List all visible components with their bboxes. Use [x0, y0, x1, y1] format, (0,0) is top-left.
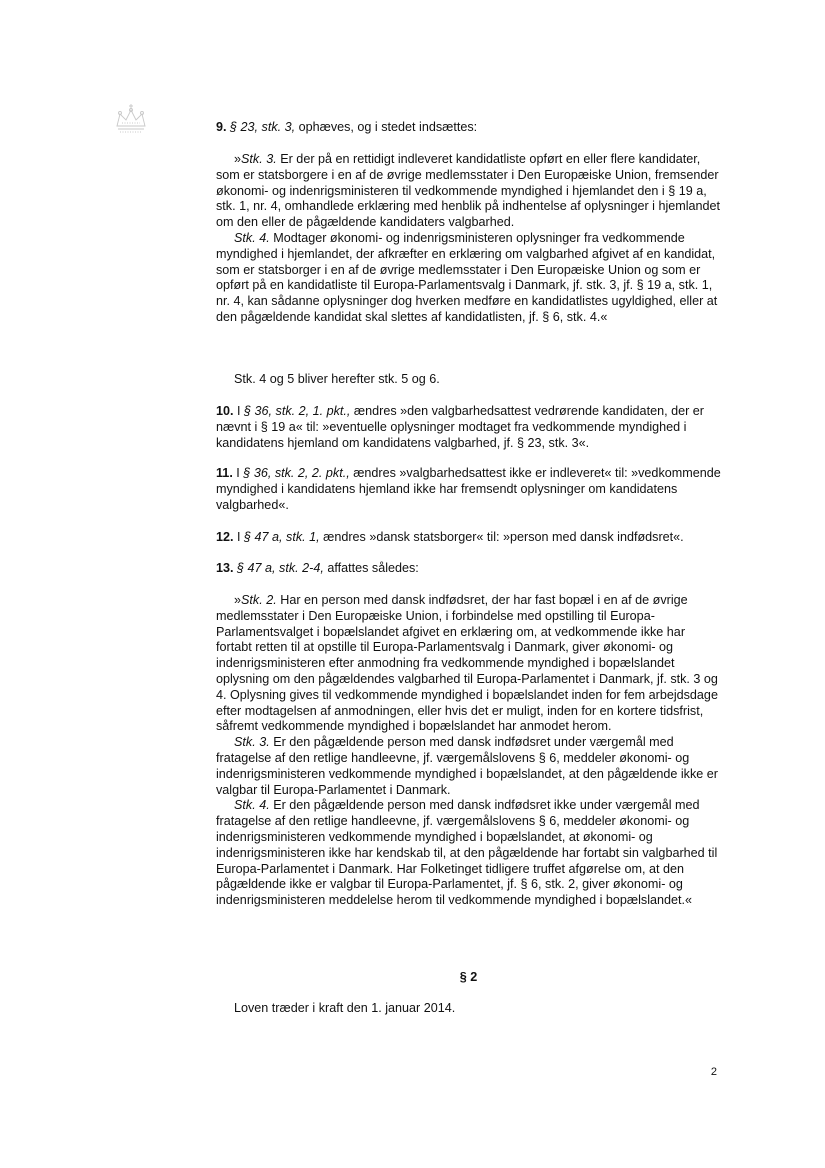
amendment-13 — [216, 561, 721, 577]
section-reference: § 23, stk. 3, — [230, 120, 296, 134]
section-reference: § 36, stk. 2, 2. pkt., — [243, 466, 350, 480]
item-number: 10. — [216, 404, 234, 418]
stk-label: Stk. 2. — [241, 593, 277, 607]
section-reference: § 47 a, stk. 2-4, — [237, 561, 324, 575]
item-text: ophæves, og i stedet indsættes: — [295, 120, 478, 134]
page-number: 2 — [710, 1066, 717, 1078]
stk-label: Stk. 4. — [234, 798, 270, 813]
item-number: 13. — [216, 561, 234, 575]
item-text: ændres »valgbarhedsattest ikke er indleveret« til: »vedkommende myndighed i kandidatens hjemland ikke har fremsendt oplysninger om kandidatens valgbarhed«. — [216, 466, 721, 512]
item-number: 12. — [216, 530, 234, 544]
amendment-11: 11. I § 36, stk. 2, 2. pkt., ændres »valgbarhedsattest ikke er indleveret« til: »vedkommende myndighed i kandidatens hjemland ikke har fremsendt oplysninger om kandidatens valgbarhed«. — [216, 466, 721, 512]
amendment-10: 10. I § 36, stk. 2, 1. pkt., ændres »den valgbarhedsattest vedrørende kandidaten, der er nævnt i § 19 a« til: »eventuelle oplysninger modtaget fra vedkommende myndighed i kandidatens hjemland om kandidatens valgbarhed, jf. § 23, stk. 3«. — [216, 404, 704, 450]
commencement-text: Loven træder i kraft den 1. januar 2014. — [234, 1001, 456, 1015]
stk-label: Stk. 4. — [234, 230, 270, 245]
section-2-heading-block — [216, 970, 721, 986]
stk-label: Stk. 3. — [241, 152, 277, 166]
amendment-9 — [216, 120, 721, 136]
section-2-text-block — [216, 1001, 721, 1017]
item-text: affattes således: — [323, 561, 419, 575]
item-text: ændres »den valgbarhedsattest vedrørende kandidaten, der er nævnt i § 19 a« til: »eventuelle oplysninger modtaget fra vedkommende myndighed i kandidatens hjemland om kandidatens valgbarhed, jf. § 23, stk. 3«. — [216, 404, 704, 450]
crown-logo-icon — [112, 102, 150, 134]
item-number: 9. — [216, 120, 227, 134]
section-reference: § 47 a, stk. 1, — [244, 530, 320, 544]
section-heading: § 2 — [459, 970, 478, 984]
renumbering-note: Stk. 4 og 5 bliver herefter stk. 5 og 6. — [234, 372, 440, 386]
stk-text: Er den pågældende person med dansk indfødsret ikke under værgemål med fratagelse af den retlige handleevne, jf. værgemålslovens § 6, meddeler økonomi- og indenrigsministeren vedkommende myndighed i bopælslandet, at økonomi- og indenrigsministeren ikke har kendskab til, at den pågældende har fortabt sin valgbarhed til Europa-Parlamentet i Danmark. Har Folketinget tidligere truffet afgørelse om, at den pågældende ikke er valgbar til Europa-Parlamentet, jf. § 6, stk. 2, giver økonomi- og indenrigsministeren meddelelse herom til vedkommende myndighed i bopælslandet.« — [216, 798, 718, 908]
inserted-stk-3-4: »Stk. 3. Er der på en rettidigt indleveret kandidatliste opført en eller flere kandidater, som er statsborgere i en af de øvrige medlemsstater i Den Europæiske Union, fremsender økonomi- og indenrigsministeren til vedkommende myndighed i hjemlandet den i § 19 a, stk. 1, nr. 4, omhandlede erklæring med henblik på indhentelse af oplysninger i hjemlandet om den eller de pågældende kandidaters valgbarhed. Stk. 4. Modtager økonomi- og indenrigsministeren oplysninger fra vedkommende myndighed i hjemlandet, der afkræfter en erklæring om valgbarhed afgivet af en kandidat, som er statsborger i en af de øvrige medlemsstater i Den Europæiske Union og som er opført på en kandidatliste til Europa-Parlamentsvalg i Danmark, jf. stk. 3, jf. § 19 a, stk. 1, nr. 4, kan sådanne oplysninger dog hverken medføre en kandidatlistes ugyldighed, eller at den pågældende kandidat skal slettes af kandidatlisten, jf. § 6, stk. 4.« — [216, 152, 721, 324]
item-number: 11. — [216, 466, 233, 480]
inserted-stk-2-4: »Stk. 2. Har en person med dansk indfødsret, der har fast bopæl i en af de øvrige medlemsstater i Den Europæiske Union, i forbindelse med opstilling til Europa-Parlamentsvalget i bopælslandet afgivet en erklæring om, at vedkommende ikke har fortabt retten til at opstille til Europa-Parlamentsvalg i Danmark, giver økonomi- og indenrigsministeren efter anmodning fra vedkommende myndighed i bopælslandet oplysning om den pågældendes valgbarhed til Europa-Parlamentet i Danmark, jf. stk. 3 og 4. Oplysning gives til vedkommende myndighed i bopælslandet inden for fem arbejdsdage efter modtagelsen af anmodningen, eller hvis det er muligt, inden for en kortere tidsfrist, såfremt vedkommende myndighed i bopælslandet har anmodet herom. Stk. 3. Er den pågældende person med dansk indfødsret under værgemål med fratagelse af den retlige handleevne, jf. værgemålslovens § 6, meddeler økonomi- og indenrigsministeren vedkommende myndighed i bopælslandet, at den pågældende ikke er valgbar til Europa-Parlamentet i Danmark. Stk. 4. Er den pågældende person med dansk indfødsret ikke under værgemål med fratagelse af den retlige handleevne, jf. værgemålslovens § 6, meddeler økonomi- og indenrigsministeren vedkommende myndighed i bopælslandet, at økonomi- og indenrigsministeren ikke har kendskab til, at den pågældende har fortabt sin valgbarhed til Europa-Parlamentet i Danmark. Har Folketinget tidligere truffet afgørelse om, at den pågældende ikke er valgbar til Europa-Parlamentet, jf. § 6, stk. 2, giver økonomi- og indenrigsministeren meddelelse herom til vedkommende myndighed i bopælslandet.« — [216, 593, 718, 908]
stk-label: Stk. 3. — [234, 735, 270, 750]
section-reference: § 36, stk. 2, 1. pkt., — [244, 404, 351, 418]
item-text: ændres »dansk statsborger« til: »person med dansk indfødsret«. — [319, 530, 684, 544]
stk-text: Er der på en rettidigt indleveret kandidatliste opført en eller flere kandidater, som er statsborgere i en af de øvrige medlemsstater i Den Europæiske Union, fremsender økonomi- og indenrigsministeren til vedkommende myndighed i hjemlandet den i § 19 a, stk. 1, nr. 4, omhandlede erklæring med henblik på indhentelse af oplysninger i hjemlandet om den eller de pågældende kandidaters valgbarhed. — [216, 152, 721, 230]
stk-text: Har en person med dansk indfødsret, der har fast bopæl i en af de øvrige medlemsstater i Den Europæiske Union, i forbindelse med opstilling til Europa-Parlamentsvalget i bopælslandet afgivet en erklæring om, at vedkommende ikke har fortabt retten til at opstille til Europa-Parlamentsvalg i Danmark, giver økonomi- og indenrigsministeren efter anmodning fra vedkommende myndighed i bopælslandet oplysning om den pågældendes valgbarhed til Europa-Parlamentet i Danmark, jf. stk. 3 og 4. Oplysning gives til vedkommende myndighed i bopælslandet inden for fem arbejdsdage efter modtagelsen af anmodningen, eller hvis det er muligt, inden for en kortere tidsfrist, såfremt vedkommende myndighed i bopælslandet har anmodet herom. — [216, 593, 718, 734]
stk-text: Er den pågældende person med dansk indfødsret under værgemål med fratagelse af den retlige handleevne, jf. værgemålslovens § 6, meddeler økonomi- og indenrigsministeren vedkommende myndighed i bopælslandet, at den pågældende ikke er valgbar til Europa-Parlamentet i Danmark. — [216, 735, 718, 797]
stk-text: Modtager økonomi- og indenrigsministeren oplysninger fra vedkommende myndighed i hjemlandet, der afkræfter en erklæring om valgbarhed afgivet af en kandidat, som er statsborger i en af de øvrige medlemsstater i Den Europæiske Union og som er opført på en kandidatliste til Europa-Parlamentsvalg i Danmark, jf. stk. 3, jf. § 19 a, stk. 1, nr. 4, kan sådanne oplysninger dog hverken medføre en kandidatlistes ugyldighed, eller at den pågældende kandidat skal slettes af kandidatlisten, jf. § 6, stk. 4.« — [216, 230, 718, 324]
amendment-12: 12. I § 47 a, stk. 1, ændres »dansk statsborger« til: »person med dansk indfødsret«. — [216, 530, 684, 544]
